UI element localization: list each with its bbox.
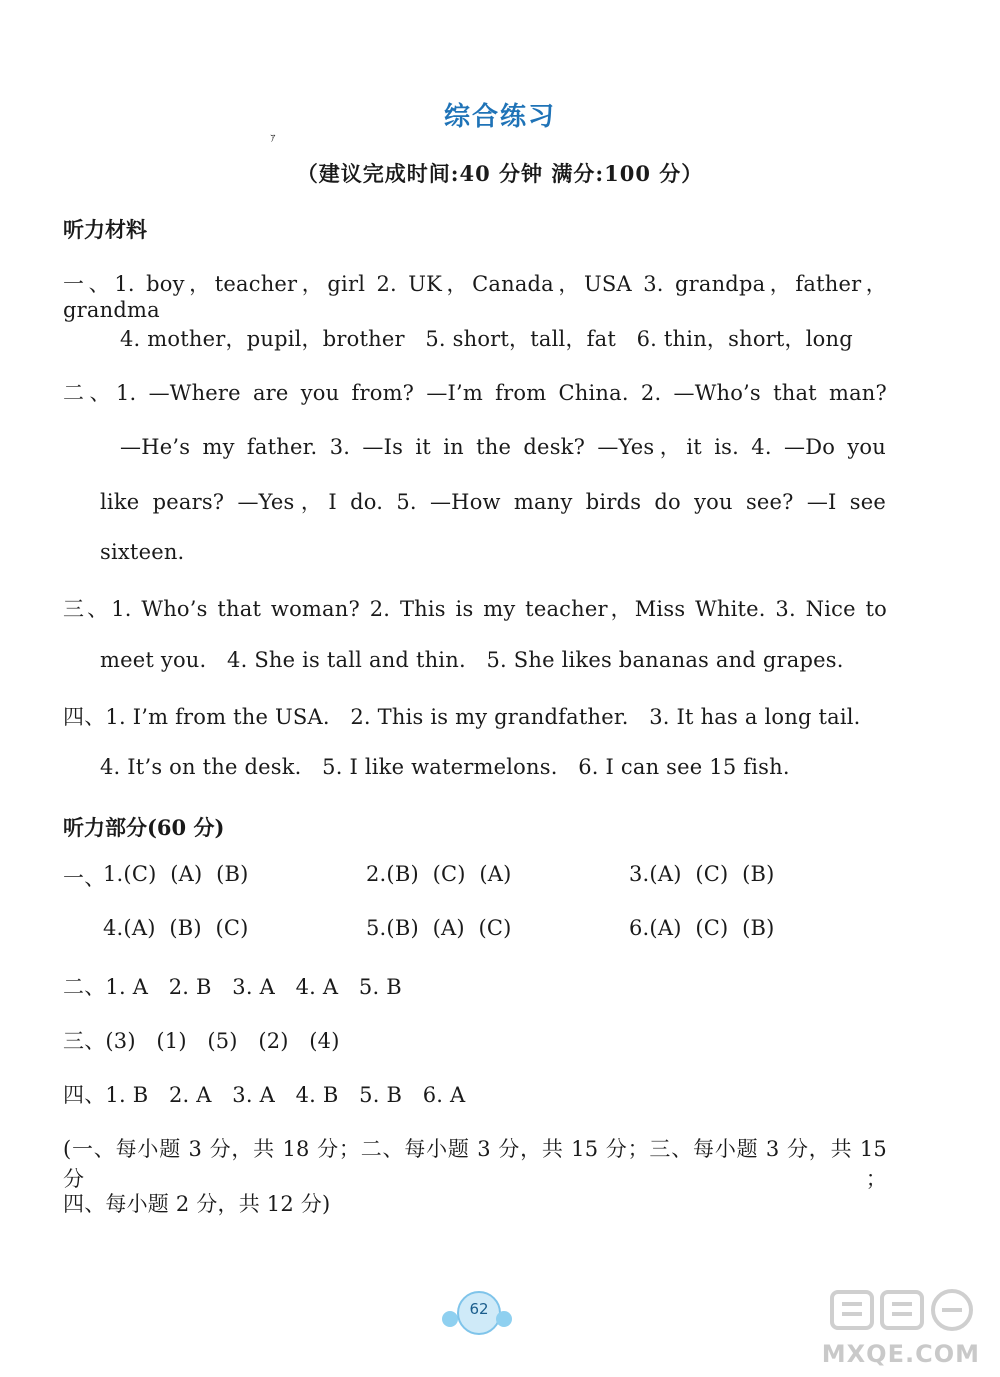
answer-item: 5.(B) (A) (C) <box>366 916 512 940</box>
text-line: 四、1. I’m from the USA. 2. This is my grandfather. 3. It has a long tail. <box>63 705 861 729</box>
scoring-note: 四、每小题 2 分，共 12 分) <box>63 1192 331 1216</box>
answer-item: 6.(A) (C) (B) <box>629 916 775 940</box>
text-line: 4. mother，pupil，brother 5. short，tall，fat 6. thin，short，long <box>120 327 853 351</box>
answer-item: 4.(A) (B) (C) <box>103 916 249 940</box>
answer-item: 2.(B) (C) (A) <box>366 862 512 886</box>
text-line: 二、1. —Where are you from? —I’m from China. 2. —Who’s that man? <box>63 381 887 405</box>
section-heading-listening-material: 听力材料 <box>63 217 147 242</box>
watermark-logo-icon <box>830 1288 980 1332</box>
scoring-note: (一、每小题 3 分，共 18 分；二、每小题 3 分，共 15 分；三、每小题 3 分，共 15 分； <box>63 1137 887 1191</box>
page-title: 综合练习 <box>443 102 556 132</box>
text-line: 一、1. boy，teacher，girl 2. UK，Canada，USA 3. grandpa，father，grandma <box>63 272 887 322</box>
text-line: 三、1. Who’s that woman? 2. This is my teacher，Miss White. 3. Nice to <box>63 597 887 621</box>
text-line: sixteen. <box>100 540 185 564</box>
page-number: 62 <box>469 1300 489 1318</box>
answer-line: 四、1. B 2. A 3. A 4. B 5. B 6. A <box>63 1083 466 1107</box>
text-line: meet you. 4. She is tall and thin. 5. She likes bananas and grapes. <box>100 648 844 672</box>
section-heading-listening-part: 听力部分(60 分) <box>63 815 225 840</box>
watermark <box>810 1288 980 1368</box>
answer-line: 二、1. A 2. B 3. A 4. A 5. B <box>63 975 402 999</box>
badge-dot-icon <box>442 1311 458 1327</box>
answer-item: 1.(C) (A) (B) <box>103 862 249 886</box>
text-line: like pears? —Yes，I do. 5. —How many birds do you see? —I see <box>100 490 886 514</box>
answer-line: 三、(3) (1) (5) (2) (4) <box>63 1029 340 1053</box>
text-line: 4. It’s on the desk. 5. I like watermelons. 6. I can see 15 fish. <box>100 755 790 779</box>
page-number-badge <box>440 1291 514 1333</box>
page-subtitle: （建议完成时间:40 分钟 满分:100 分） <box>296 161 704 186</box>
answer-prefix: 一、 <box>63 866 106 890</box>
watermark-text: MXQE.COM <box>821 1340 980 1368</box>
stray-mark: ｧ <box>270 130 277 144</box>
text-line: —He’s my father. 3. —Is it in the desk? —Yes，it is. 4. —Do you <box>120 435 886 459</box>
answer-item: 3.(A) (C) (B) <box>629 862 775 886</box>
